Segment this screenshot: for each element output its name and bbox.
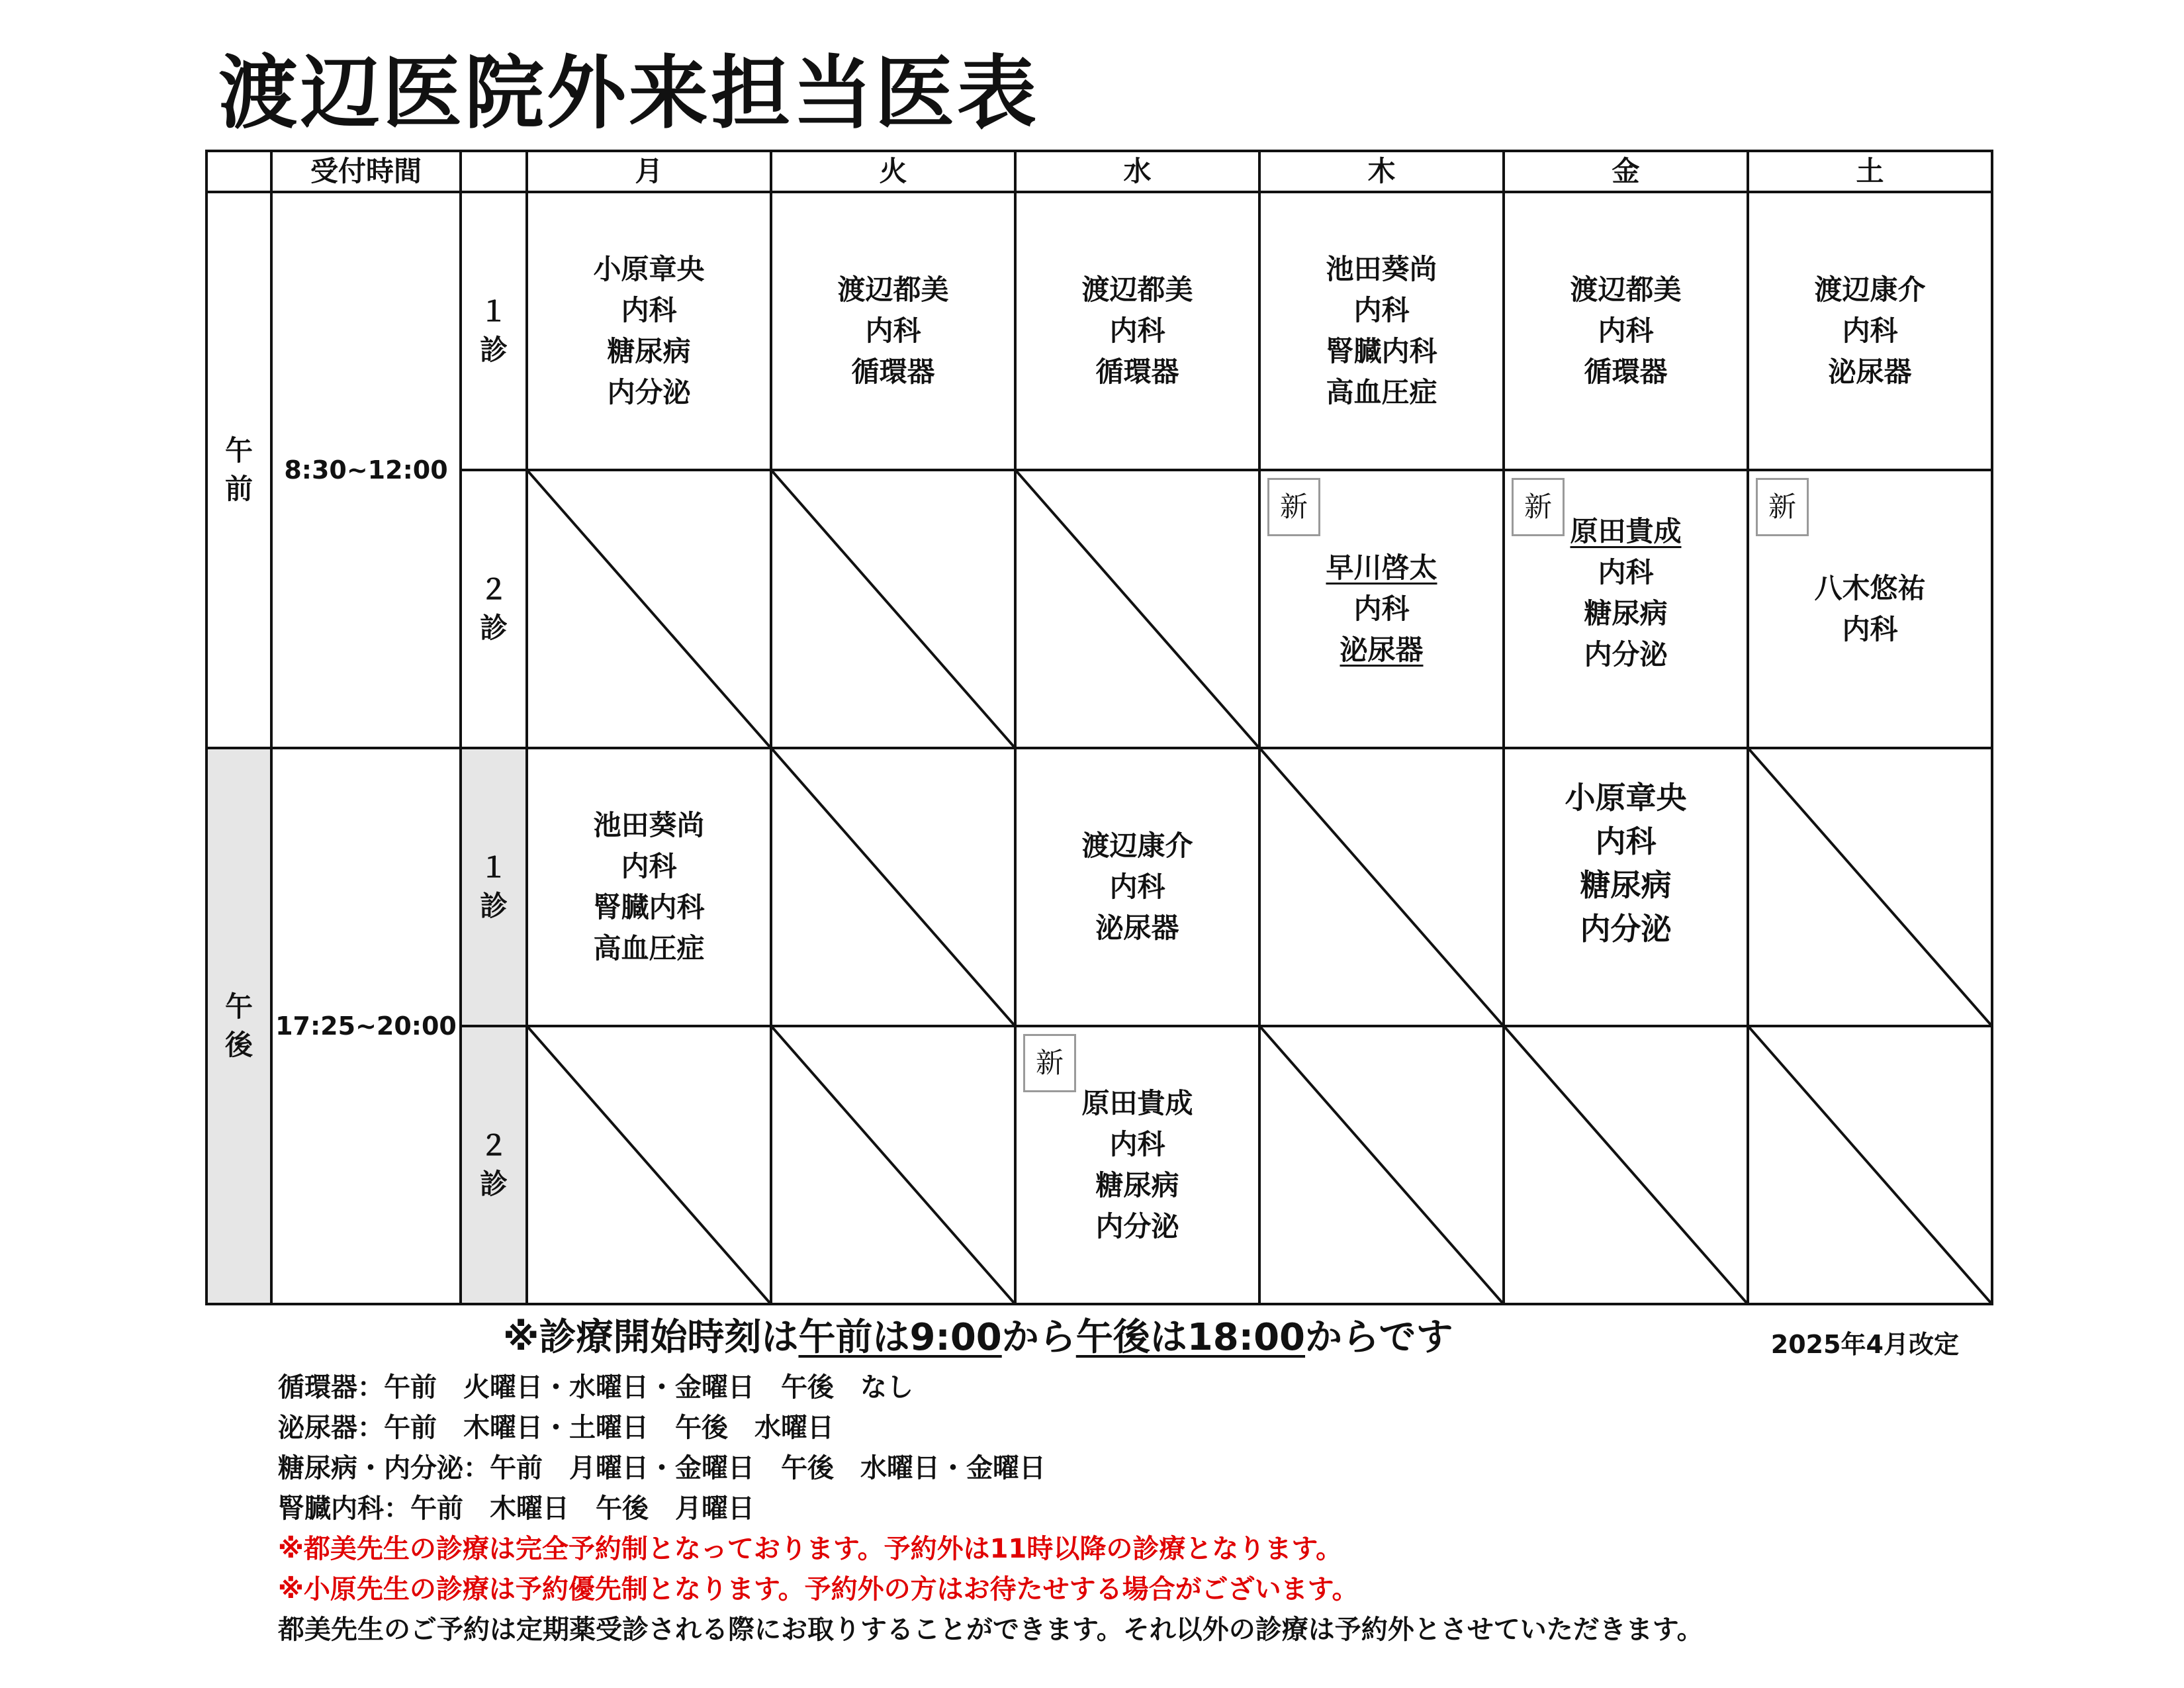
doctor-name: 小原章央 xyxy=(593,253,705,285)
doctor-specialty: 泌尿器 xyxy=(1828,355,1912,388)
schedule-cell xyxy=(771,192,1015,470)
label-char: 後 xyxy=(224,1029,253,1061)
doctor-specialty: 泌尿器 xyxy=(1340,633,1424,666)
new-doctor-badge: 新 xyxy=(1512,478,1565,536)
label-char: 診 xyxy=(479,890,508,922)
note-line: 循環器：午前 火曜日・水曜日・金曜日 午後 なし xyxy=(278,1372,913,1403)
pm-session-2-row xyxy=(206,1026,1992,1304)
doctor-specialty: 内分泌 xyxy=(1095,1210,1179,1243)
doctor-specialty: 高血圧症 xyxy=(593,932,705,964)
new-doctor-badge: 新 xyxy=(1023,1034,1076,1092)
schedule-cell xyxy=(1015,748,1259,1026)
doctor-specialty: 内科 xyxy=(1109,870,1165,903)
closed-diagonal-line xyxy=(772,471,1014,747)
label-char: 午 xyxy=(224,990,253,1023)
doctor-info xyxy=(1261,547,1502,671)
note-line: 泌尿器：午前 木曜日・土曜日 午後 水曜日 xyxy=(278,1413,834,1443)
schedule-cell xyxy=(1748,192,1992,470)
doctor-name: 池田葵尚 xyxy=(1326,253,1437,285)
doctor-name: 小原章央 xyxy=(1565,780,1687,816)
closed-diagonal-line xyxy=(1261,1027,1502,1303)
schedule-cell xyxy=(1259,192,1504,470)
header-day-mon: 月 xyxy=(527,151,771,192)
notice-am-time: 午前は9:00 xyxy=(798,1316,1002,1359)
session-label xyxy=(461,192,527,470)
closed-diagonal-line xyxy=(1505,1027,1747,1303)
doctor-info xyxy=(772,269,1014,393)
doctor-info xyxy=(1017,269,1258,393)
reception-time-pm: 17:25~20:00 xyxy=(271,748,461,1304)
doctor-specialty: 内科 xyxy=(865,314,921,347)
label-char: 診 xyxy=(479,612,508,644)
doctor-specialty: 内分泌 xyxy=(607,376,691,408)
schedule-cell-closed xyxy=(527,470,771,748)
schedule-cell-closed xyxy=(1015,470,1259,748)
schedule-cell xyxy=(1504,192,1748,470)
closed-diagonal-line xyxy=(1017,471,1258,747)
doctor-specialty: 内科 xyxy=(1353,294,1410,326)
header-blank xyxy=(461,151,527,192)
reservation-warning: ※小原先生の診療は予約優先制となります。予約外の方はお待たせする場合がございます。 xyxy=(278,1574,1359,1605)
doctor-specialty: 内科 xyxy=(1842,314,1898,347)
label-char: ２ xyxy=(479,1129,508,1162)
schedule-cell-closed xyxy=(527,1026,771,1304)
header-day-sat: 土 xyxy=(1748,151,1992,192)
schedule-cell-closed xyxy=(771,748,1015,1026)
header-day-thu: 木 xyxy=(1259,151,1504,192)
doctor-specialty: 循環器 xyxy=(851,355,935,388)
doctor-specialty: 内科 xyxy=(1842,613,1898,645)
schedule-cell-closed xyxy=(771,1026,1015,1304)
reservation-warning: ※都美先生の診療は完全予約制となっております。予約外は11時以降の診療となります。 xyxy=(278,1534,1343,1564)
footer-note: 都美先生のご予約は定期薬受診される際にお取りすることができます。それ以外の診療は予約外とさせていただきます。 xyxy=(278,1615,1704,1645)
schedule-cell xyxy=(1259,470,1504,748)
notice-prefix: ※診療開始時刻は xyxy=(503,1316,799,1359)
new-doctor-badge: 新 xyxy=(1267,478,1320,536)
doctor-info xyxy=(1017,1083,1258,1247)
schedule-cell-closed xyxy=(771,470,1015,748)
doctor-name: 原田貴成 xyxy=(1081,1087,1193,1119)
doctor-specialty: 糖尿病 xyxy=(1584,597,1668,630)
schedule-cell xyxy=(1504,748,1748,1026)
period-am-label xyxy=(206,192,271,748)
doctor-specialty: 糖尿病 xyxy=(1095,1169,1179,1201)
schedule-cell xyxy=(1748,470,1992,748)
schedule-cell xyxy=(1015,1026,1259,1304)
doctor-specialty: 内科 xyxy=(1353,592,1410,625)
doctor-info xyxy=(528,805,770,969)
doctor-specialty: 内科 xyxy=(1109,314,1165,347)
doctor-name: 渡辺康介 xyxy=(1081,829,1193,862)
doctor-specialty: 高血圧症 xyxy=(1326,376,1437,408)
doctor-name: 池田葵尚 xyxy=(593,809,705,841)
header-day-tue: 火 xyxy=(771,151,1015,192)
schedule-cell xyxy=(527,192,771,470)
label-char: 午 xyxy=(224,434,253,467)
am-session-1-row xyxy=(206,192,1992,470)
period-pm-label xyxy=(206,748,271,1304)
closed-diagonal-line xyxy=(772,749,1014,1025)
schedule-cell-closed xyxy=(1259,1026,1504,1304)
notice-pm-time: 午後は18:00 xyxy=(1075,1316,1306,1359)
doctor-name: 渡辺都美 xyxy=(1081,273,1193,306)
doctor-info xyxy=(1505,511,1747,675)
doctor-info xyxy=(1505,776,1747,951)
revision-date: 2025年4月改定 xyxy=(1770,1330,1959,1359)
schedule-cell-closed xyxy=(1504,1026,1748,1304)
schedule-cell xyxy=(1015,192,1259,470)
doctor-name: 八木悠祐 xyxy=(1814,572,1926,604)
doctor-specialty: 糖尿病 xyxy=(607,335,691,367)
doctor-name: 渡辺都美 xyxy=(837,273,949,306)
label-char: １ xyxy=(479,851,508,884)
specialty-notes xyxy=(278,1368,1704,1650)
pm-session-1-row xyxy=(206,748,1992,1026)
doctor-specialty: 内科 xyxy=(1598,556,1654,588)
label-char: 前 xyxy=(224,473,253,505)
schedule-cell-closed xyxy=(1259,748,1504,1026)
doctor-name: 渡辺康介 xyxy=(1814,273,1926,306)
session-label xyxy=(461,470,527,748)
closed-diagonal-line xyxy=(528,471,770,747)
header-reception-time: 受付時間 xyxy=(271,151,461,192)
doctor-name: 渡辺都美 xyxy=(1570,273,1682,306)
page-title: 渡辺医院外来担当医表 xyxy=(218,48,1039,140)
doctor-info xyxy=(1261,249,1502,413)
doctor-info xyxy=(528,249,770,413)
schedule-cell-closed xyxy=(1748,1026,1992,1304)
session-label xyxy=(461,748,527,1026)
reception-time-am: 8:30~12:00 xyxy=(271,192,461,748)
closed-diagonal-line xyxy=(1749,1027,1991,1303)
am-session-2-row xyxy=(206,470,1992,748)
schedule-table xyxy=(205,150,1993,1305)
note-line: 腎臓内科：午前 木曜日 午後 月曜日 xyxy=(278,1493,754,1524)
closed-diagonal-line xyxy=(772,1027,1014,1303)
schedule-cell xyxy=(1504,470,1748,748)
doctor-specialty: 内科 xyxy=(1109,1128,1165,1160)
closed-diagonal-line xyxy=(1261,749,1502,1025)
doctor-info xyxy=(1749,269,1991,393)
doctor-name: 原田貴成 xyxy=(1570,515,1682,547)
closed-diagonal-line xyxy=(1749,749,1991,1025)
doctor-specialty: 内科 xyxy=(1595,823,1657,859)
doctor-specialty: 腎臓内科 xyxy=(1326,335,1437,367)
doctor-info xyxy=(1017,825,1258,949)
doctor-info xyxy=(1749,568,1991,650)
header-row xyxy=(206,151,1992,192)
doctor-specialty: 腎臓内科 xyxy=(593,891,705,923)
doctor-specialty: 内分泌 xyxy=(1584,638,1668,671)
new-doctor-badge: 新 xyxy=(1756,478,1809,536)
schedule-cell-closed xyxy=(1748,748,1992,1026)
doctor-info xyxy=(1505,269,1747,393)
session-label xyxy=(461,1026,527,1304)
label-char: ２ xyxy=(479,573,508,606)
doctor-specialty: 内科 xyxy=(621,850,677,882)
doctor-specialty: 循環器 xyxy=(1095,355,1179,388)
label-char: 診 xyxy=(479,1168,508,1200)
doctor-specialty: 内科 xyxy=(621,294,677,326)
doctor-specialty: 循環器 xyxy=(1584,355,1668,388)
label-char: １ xyxy=(479,295,508,328)
notice-suffix: からです xyxy=(1305,1316,1453,1359)
doctor-name: 早川啓太 xyxy=(1326,551,1437,584)
doctor-specialty: 糖尿病 xyxy=(1580,867,1672,903)
header-day-fri: 金 xyxy=(1504,151,1748,192)
closed-diagonal-line xyxy=(528,1027,770,1303)
notice-mid: から xyxy=(1001,1316,1076,1359)
header-day-wed: 水 xyxy=(1015,151,1259,192)
doctor-specialty: 内科 xyxy=(1598,314,1654,347)
doctor-specialty: 内分泌 xyxy=(1580,911,1672,947)
schedule-cell xyxy=(527,748,771,1026)
label-char: 診 xyxy=(479,334,508,366)
note-line: 糖尿病・内分泌：午前 月曜日・金曜日 午後 水曜日・金曜日 xyxy=(278,1453,1046,1483)
doctor-specialty: 泌尿器 xyxy=(1095,912,1179,944)
header-blank xyxy=(206,151,271,192)
start-time-notice xyxy=(503,1313,1453,1362)
